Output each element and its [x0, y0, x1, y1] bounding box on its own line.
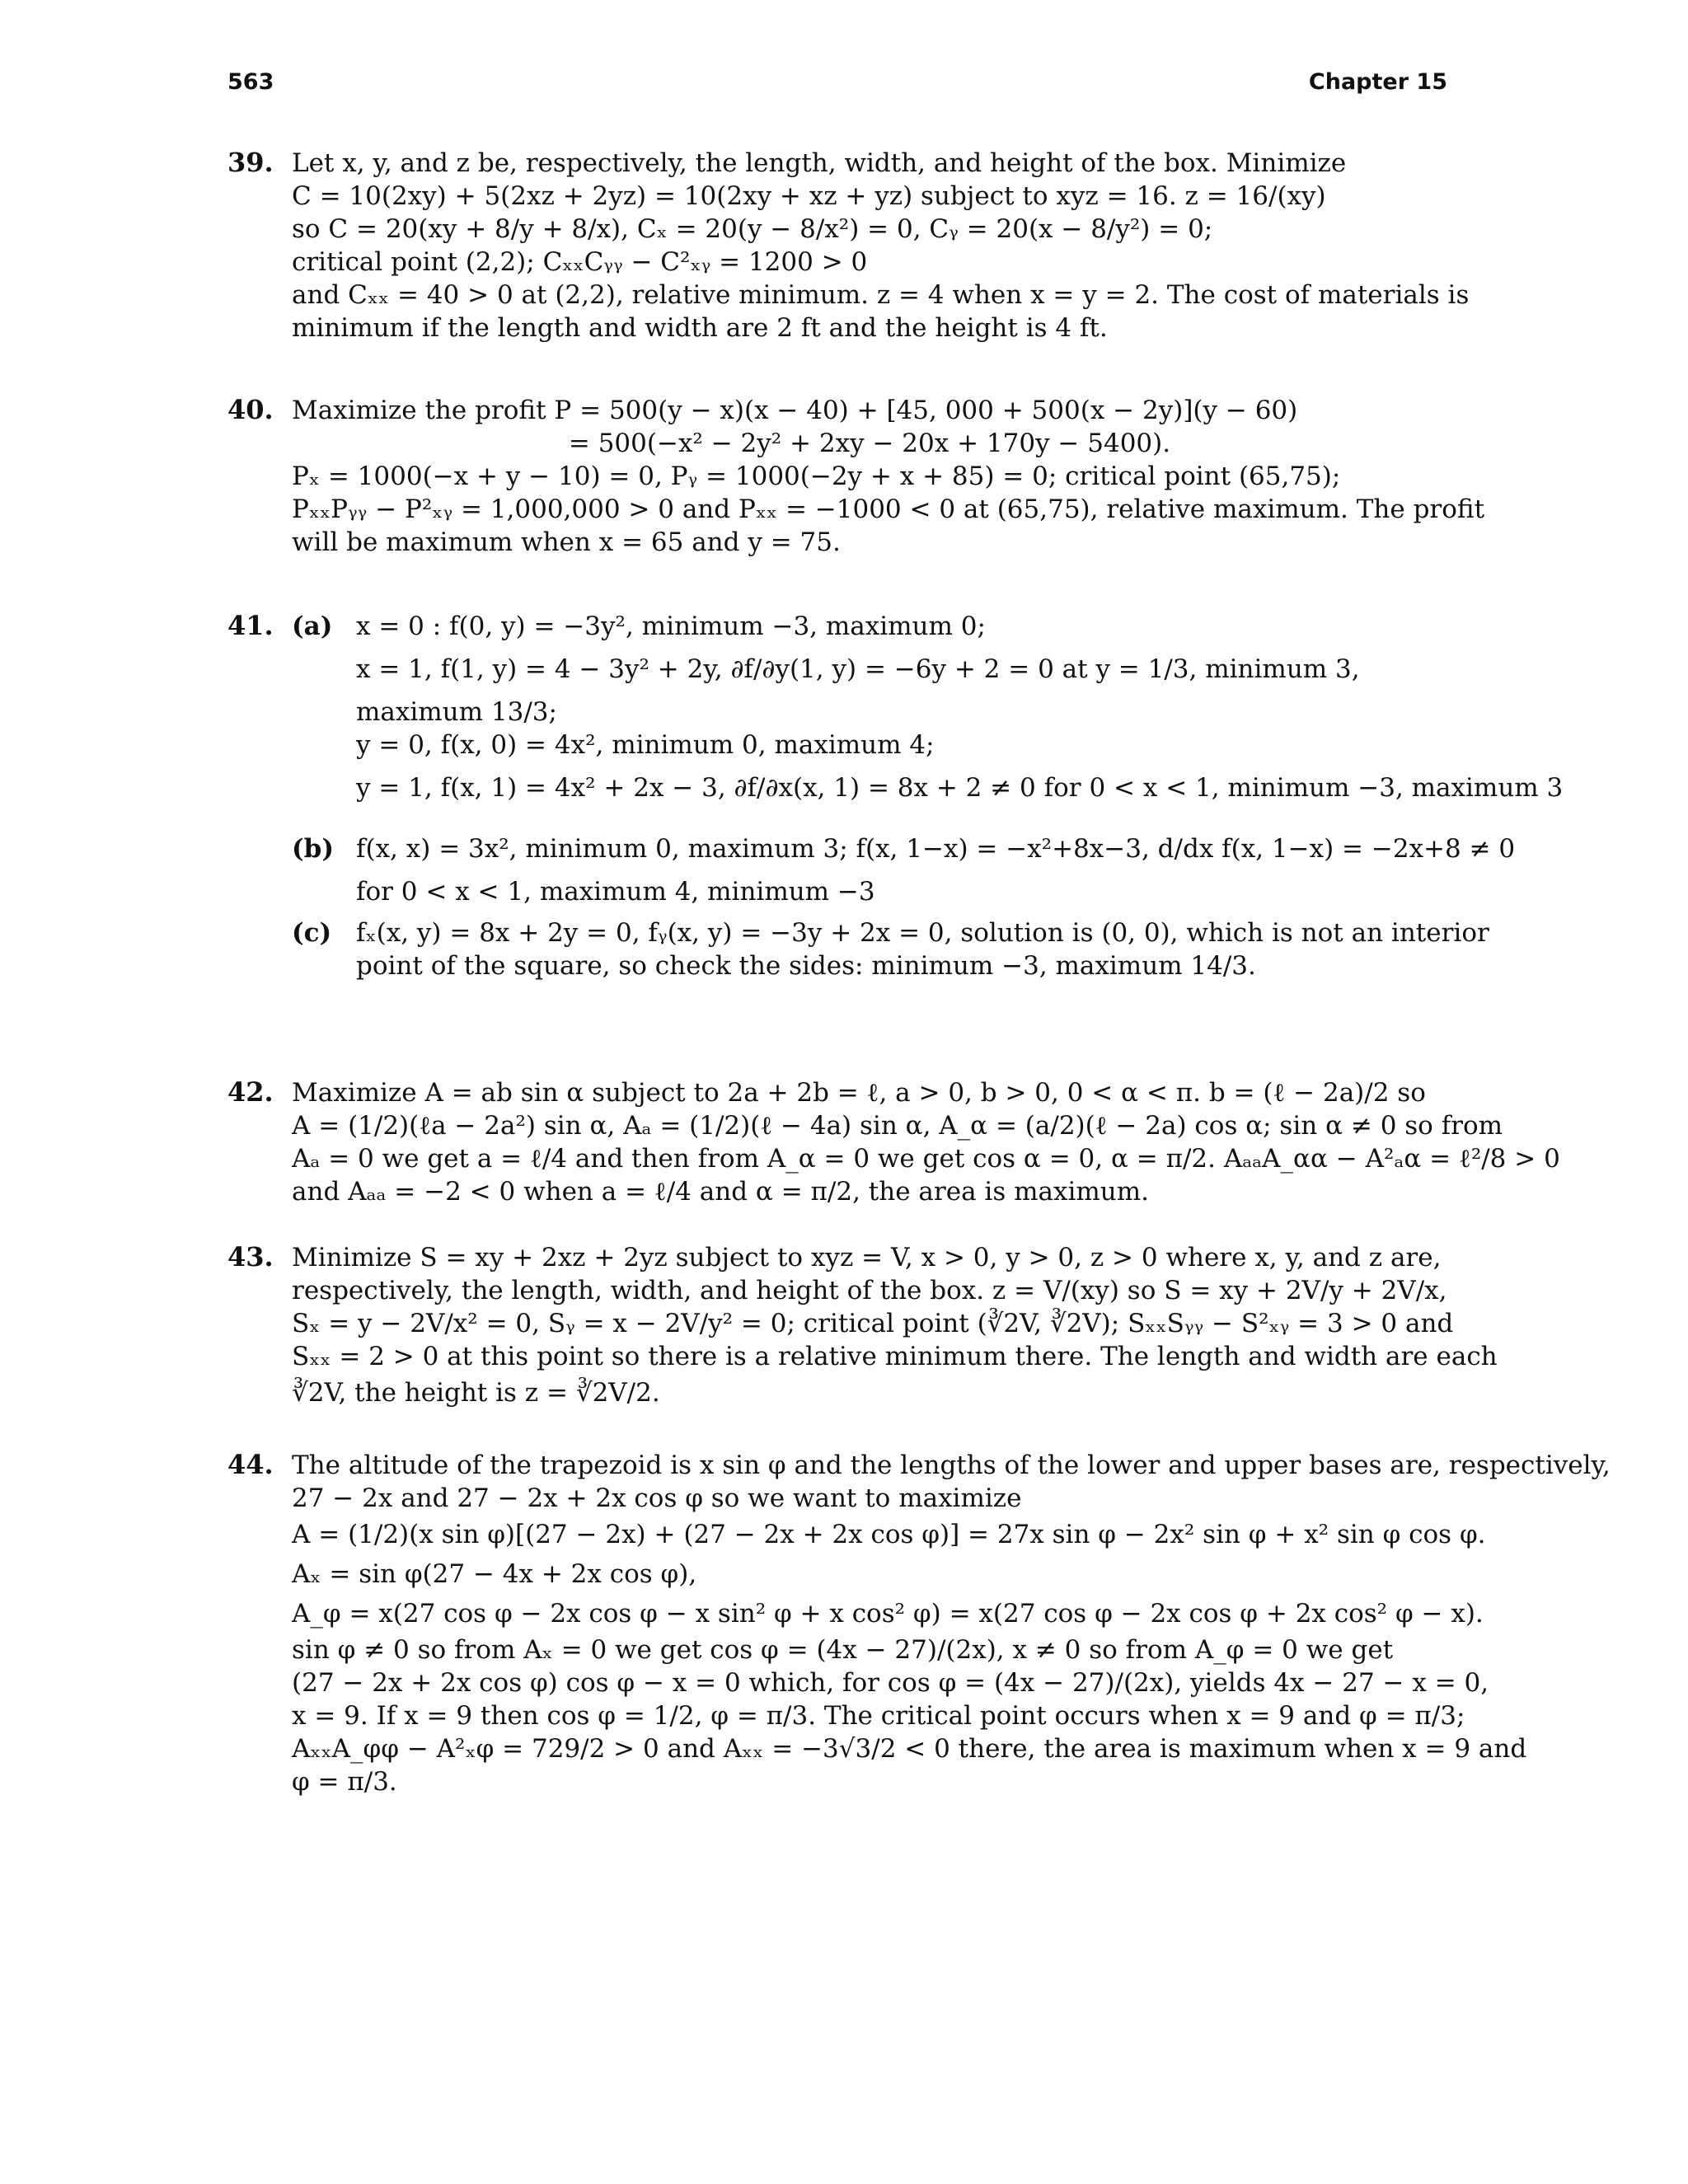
text-line: 27 − 2x and 27 − 2x + 2x cos φ so we want to maximize — [292, 1483, 1022, 1513]
part-b — [292, 823, 1516, 908]
text-line: Aₐ = 0 we get a = ℓ/4 and then from A_α = 0 we get cos α = 0, α = π/2. AₐₐA_αα − A²ₐα = ℓ²/8 > 0 — [292, 1144, 1560, 1174]
text-line: and Cₓₓ = 40 > 0 at (2,2), relative minimum. z = 4 when x = y = 2. The cost of materials is — [292, 280, 1470, 310]
problem-number: 41. — [227, 610, 274, 641]
text-line: PₓₓPᵧᵧ − P²ₓᵧ = 1,000,000 > 0 and Pₓₓ = −1000 < 0 at (65,75), relative maximum. The profit — [292, 494, 1485, 524]
text-line: C = 10(2xy) + 5(2xz + 2yz) = 10(2xy + xz + yz) subject to xyz = 16. z = 16/(xy) — [292, 181, 1326, 211]
text-line: Sₓₓ = 2 > 0 at this point so there is a relative minimum there. The length and width are each — [292, 1342, 1498, 1371]
problem-42 — [227, 1076, 1560, 1208]
problem-body — [292, 1449, 1611, 1798]
text-line: critical point (2,2); CₓₓCᵧᵧ − C²ₓᵧ = 1200 > 0 — [292, 247, 868, 277]
part-label: (a) — [292, 612, 333, 641]
part-label: (b) — [292, 834, 335, 864]
text-line: Minimize S = xy + 2xz + 2yz subject to xyz = V, x > 0, y > 0, z > 0 where x, y, and z are, — [292, 1243, 1442, 1272]
part-label: (c) — [292, 918, 332, 948]
part-a — [292, 610, 1564, 814]
problem-39 — [227, 147, 1470, 344]
text-line: f(x, x) = 3x², minimum 0, maximum 3; f(x, 1−x) = −x²+8x−3, d/dx f(x, 1−x) = −2x+8 ≠ 0 — [356, 834, 1516, 864]
text-line: AₓₓA_φφ − A²ₓφ = 729/2 > 0 and Aₓₓ = −3√3/2 < 0 there, the area is maximum when x = 9 and — [292, 1734, 1527, 1764]
text-line: φ = π/3. — [292, 1767, 397, 1797]
text-line: x = 1, f(1, y) = 4 − 3y² + 2y, ∂f/∂y(1, y) = −6y + 2 = 0 at y = 1/3, minimum 3, — [356, 654, 1360, 684]
page-number: 563 — [227, 69, 274, 95]
problem-body — [292, 1241, 1498, 1413]
text-line: will be maximum when x = 65 and y = 75. — [292, 527, 841, 557]
text-line: A = (1/2)(x sin φ)[(27 − 2x) + (27 − 2x + 2x cos φ)] = 27x sin φ − 2x² sin φ + x² sin φ cos φ. — [292, 1520, 1486, 1549]
text-line: Maximize the profit P = 500(y − x)(x − 40) + [45, 000 + 500(x − 2y)](y − 60) — [292, 396, 1298, 425]
problem-number: 42. — [227, 1076, 274, 1108]
text-line: A_φ = x(27 cos φ − 2x cos φ − x sin² φ + x cos² φ) = x(27 cos φ − 2x cos φ + 2x cos² φ − x). — [292, 1599, 1484, 1629]
problem-number: 44. — [227, 1449, 274, 1480]
text-line: ∛2V, the height is z = ∛2V/2. — [292, 1378, 660, 1408]
problem-41 — [227, 610, 1564, 982]
text-line: sin φ ≠ 0 so from Aₓ = 0 we get cos φ = (4x − 27)/(2x), x ≠ 0 so from A_φ = 0 we get — [292, 1635, 1394, 1665]
text-line: y = 1, f(x, 1) = 4x² + 2x − 3, ∂f/∂x(x, 1) = 8x + 2 ≠ 0 for 0 < x < 1, minimum −3, maximum 3 — [356, 773, 1564, 803]
problem-number: 43. — [227, 1241, 274, 1272]
problem-number: 39. — [227, 147, 274, 178]
text-line: maximum 13/3; — [356, 697, 557, 727]
problem-number: 40. — [227, 394, 274, 425]
text-line: so C = 20(xy + 8/y + 8/x), Cₓ = 20(y − 8/x²) = 0, Cᵧ = 20(x − 8/y²) = 0; — [292, 214, 1213, 244]
problem-40 — [227, 394, 1485, 559]
text-line: Aₓ = sin φ(27 − 4x + 2x cos φ), — [292, 1559, 697, 1589]
text-line: and Aₐₐ = −2 < 0 when a = ℓ/4 and α = π/2, the area is maximum. — [292, 1177, 1149, 1207]
text-line: y = 0, f(x, 0) = 4x², minimum 0, maximum 4; — [356, 730, 935, 760]
text-line: Pₓ = 1000(−x + y − 10) = 0, Pᵧ = 1000(−2y + x + 85) = 0; critical point (65,75); — [292, 462, 1341, 491]
text-line: for 0 < x < 1, maximum 4, minimum −3 — [356, 877, 875, 907]
problem-44 — [227, 1449, 1611, 1798]
text-line: respectively, the length, width, and height of the box. z = V/(xy) so S = xy + 2V/y + 2V/x, — [292, 1276, 1447, 1305]
problem-body — [292, 394, 1485, 559]
text-line: The altitude of the trapezoid is x sin φ and the lengths of the lower and upper bases are, respectively, — [292, 1451, 1611, 1480]
text-line: minimum if the length and width are 2 ft and the height is 4 ft. — [292, 313, 1108, 343]
problem-body — [292, 610, 1564, 982]
text-line: x = 0 : f(0, y) = −3y², minimum −3, maximum 0; — [356, 612, 986, 641]
problem-body — [292, 147, 1470, 344]
problem-body — [292, 1076, 1560, 1208]
text-line: (27 − 2x + 2x cos φ) cos φ − x = 0 which, for cos φ = (4x − 27)/(2x), yields 4x − 27 − x = 0, — [292, 1668, 1489, 1698]
text-line: fₓ(x, y) = 8x + 2y = 0, fᵧ(x, y) = −3y + 2x = 0, solution is (0, 0), which is not an interior — [356, 918, 1489, 948]
part-c — [292, 916, 1489, 982]
problem-43 — [227, 1241, 1498, 1413]
text-line: A = (1/2)(ℓa − 2a²) sin α, Aₐ = (1/2)(ℓ − 4a) sin α, A_α = (a/2)(ℓ − 2a) cos α; sin α ≠ 0 so from — [292, 1111, 1503, 1141]
text-line: x = 9. If x = 9 then cos φ = 1/2, φ = π/3. The critical point occurs when x = 9 and φ = π/3; — [292, 1701, 1465, 1731]
text-line: Sₓ = y − 2V/x² = 0, Sᵧ = x − 2V/y² = 0; critical point (∛2V, ∛2V); SₓₓSᵧᵧ − S²ₓᵧ = 3 > 0 and — [292, 1309, 1454, 1338]
text-line: Maximize A = ab sin α subject to 2a + 2b = ℓ, a > 0, b > 0, 0 < α < π. b = (ℓ − 2a)/2 so — [292, 1078, 1426, 1108]
text-line: point of the square, so check the sides: minimum −3, maximum 14/3. — [356, 951, 1256, 981]
chapter-title: Chapter 15 — [1308, 69, 1447, 95]
text-line: = 500(−x² − 2y² + 2xy − 20x + 170y − 5400). — [568, 429, 1171, 458]
text-line: Let x, y, and z be, respectively, the length, width, and height of the box. Minimize — [292, 148, 1347, 178]
